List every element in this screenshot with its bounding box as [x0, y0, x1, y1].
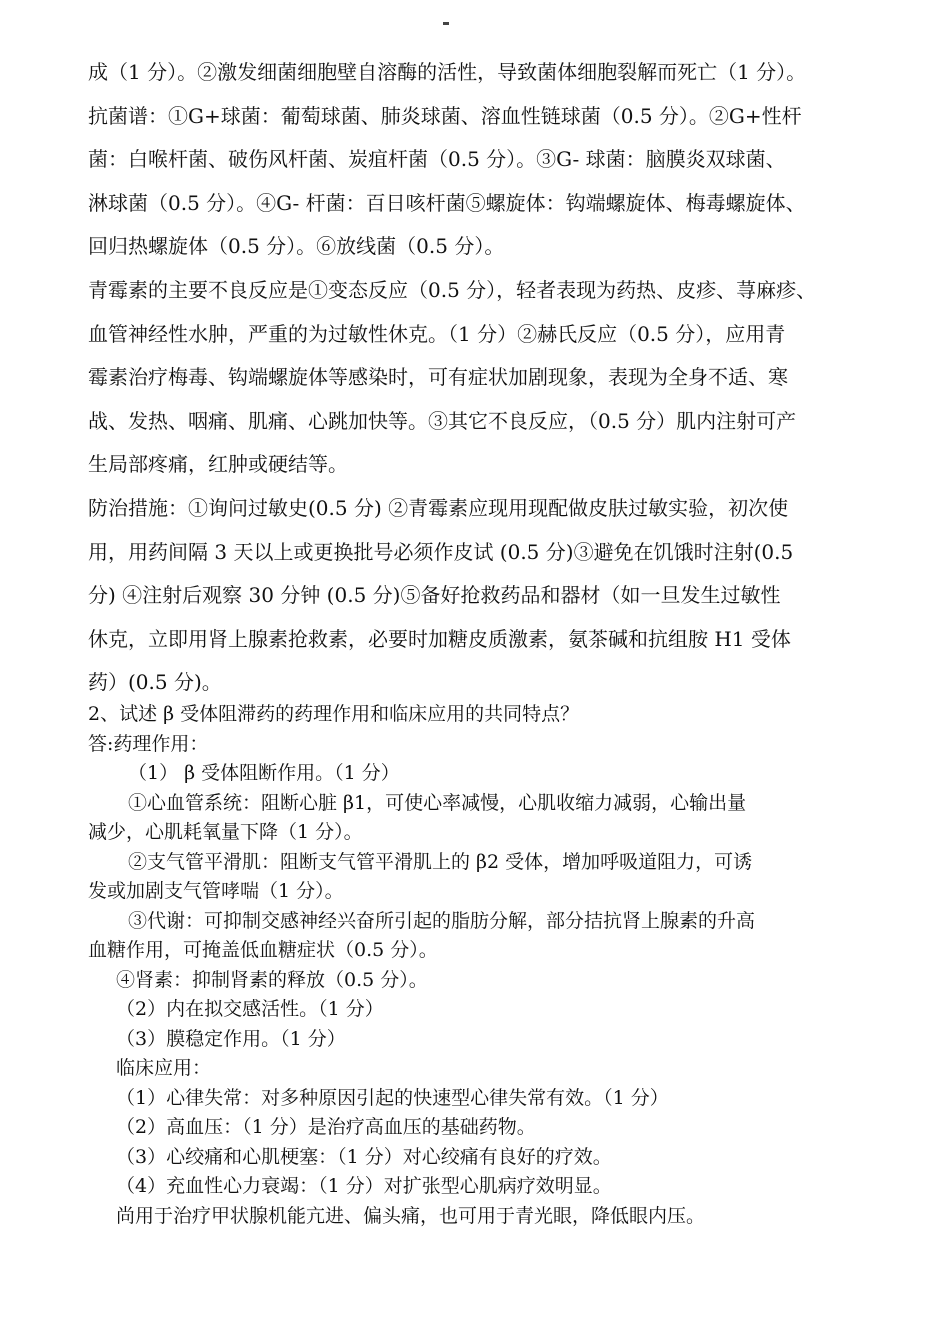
text-line: ④肾素：抑制肾素的释放（0.5 分）。 [116, 968, 428, 991]
text-line: 发或加剧支气管哮喘（1 分）。 [88, 880, 344, 902]
text-line: （3）膜稳定作用。（1 分） [116, 1027, 346, 1050]
text-line: （1） β 受体阻断作用。（1 分） [128, 762, 400, 784]
clinical-heading: 临床应用： [116, 1057, 212, 1079]
text-line: 减少，心肌耗氧量下降（1 分）。 [88, 821, 363, 843]
text-line: 分) ④注射后观察 30 分钟 (0.5 分)⑤备好抢救药品和器材（如一旦发生过敏性 [88, 583, 781, 608]
text-line: （1）心律失常：对多种原因引起的快速型心律失常有效。（1 分） [116, 1086, 669, 1109]
text-line: （3）心绞痛和心肌梗塞：（1 分）对心绞痛有良好的疗效。 [116, 1145, 612, 1168]
text-line: 用，用药间隔 3 天以上或更换批号必须作皮试 (0.5 分)③避免在饥饿时注射(0.5 [88, 539, 794, 564]
text-line: 防治措施：①询问过敏史(0.5 分) ②青霉素应现用现配做皮肤过敏实验，初次使 [88, 495, 789, 520]
text-line: ①心血管系统：阻断心脏 β1，可使心率减慢，心肌收缩力减弱，心输出量 [128, 791, 747, 814]
text-line: 药）(0.5 分)。 [88, 670, 222, 695]
text-line: 抗菌谱：①G+球菌：葡萄球菌、肺炎球菌、溶血性链球菌（0.5 分）。②G+性杆 [88, 103, 802, 128]
beta-blocker-answer-block [88, 700, 848, 1231]
penicillin-answer-block [88, 51, 848, 705]
text-line: 战、发热、咽痛、肌痛、心跳加快等。③其它不良反应，（0.5 分）肌内注射可产 [88, 408, 797, 433]
text-line: 尚用于治疗甲状腺机能亢进、偏头痛，也可用于青光眼，降低眼内压。 [116, 1204, 706, 1227]
text-line: （2）高血压：（1 分）是治疗高血压的基础药物。 [116, 1116, 536, 1138]
text-line: 成（1 分）。②激发细菌细胞壁自溶酶的活性，导致菌体细胞裂解而死亡（1 分）。 [88, 60, 807, 84]
text-line: 休克，立即用肾上腺素抢救素，必要时加糖皮质激素，氨茶碱和抗组胺 H1 受体 [88, 626, 791, 651]
text-line: 淋球菌（0.5 分）。④G- 杆菌：百日咳杆菌⑤螺旋体：钩端螺旋体、梅毒螺旋体、 [88, 190, 806, 215]
text-line: 血糖作用，可掩盖低血糖症状（0.5 分）。 [88, 939, 438, 961]
text-line: 霉素治疗梅毒、钩端螺旋体等感染时，可有症状加剧现象，表现为全身不适、寒 [88, 365, 788, 390]
text-line: 青霉素的主要不良反应是①变态反应（0.5 分），轻者表现为药热、皮疹、荨麻疹、 [88, 277, 817, 302]
scan-mark [443, 22, 449, 25]
text-line: ②支气管平滑肌：阻断支气管平滑肌上的 β2 受体，增加呼吸道阻力，可诱 [128, 850, 753, 873]
text-line: （4）充血性心力衰竭：（1 分）对扩张型心肌病疗效明显。 [116, 1175, 612, 1197]
text-line: （2）内在拟交感活性。（1 分） [116, 998, 384, 1020]
text-line: 生局部疼痛，红肿或硬结等。 [88, 452, 348, 477]
question-line: 2、试述 β 受体阻滞药的药理作用和临床应用的共同特点？ [88, 703, 580, 725]
text-line: 血管神经性水肿，严重的为过敏性休克。（1 分）②赫氏反应（0.5 分），应用青 [88, 321, 786, 346]
text-line: 回归热螺旋体（0.5 分）。⑥放线菌（0.5 分）。 [88, 234, 505, 259]
answer-heading: 答:药理作用： [88, 732, 209, 755]
text-line: ③代谢：可抑制交感神经兴奋所引起的脂肪分解，部分拮抗肾上腺素的升高 [128, 909, 756, 932]
text-line: 菌：白喉杆菌、破伤风杆菌、炭疽杆菌（0.5 分）。③G- 球菌：脑膜炎双球菌、 [88, 147, 786, 172]
